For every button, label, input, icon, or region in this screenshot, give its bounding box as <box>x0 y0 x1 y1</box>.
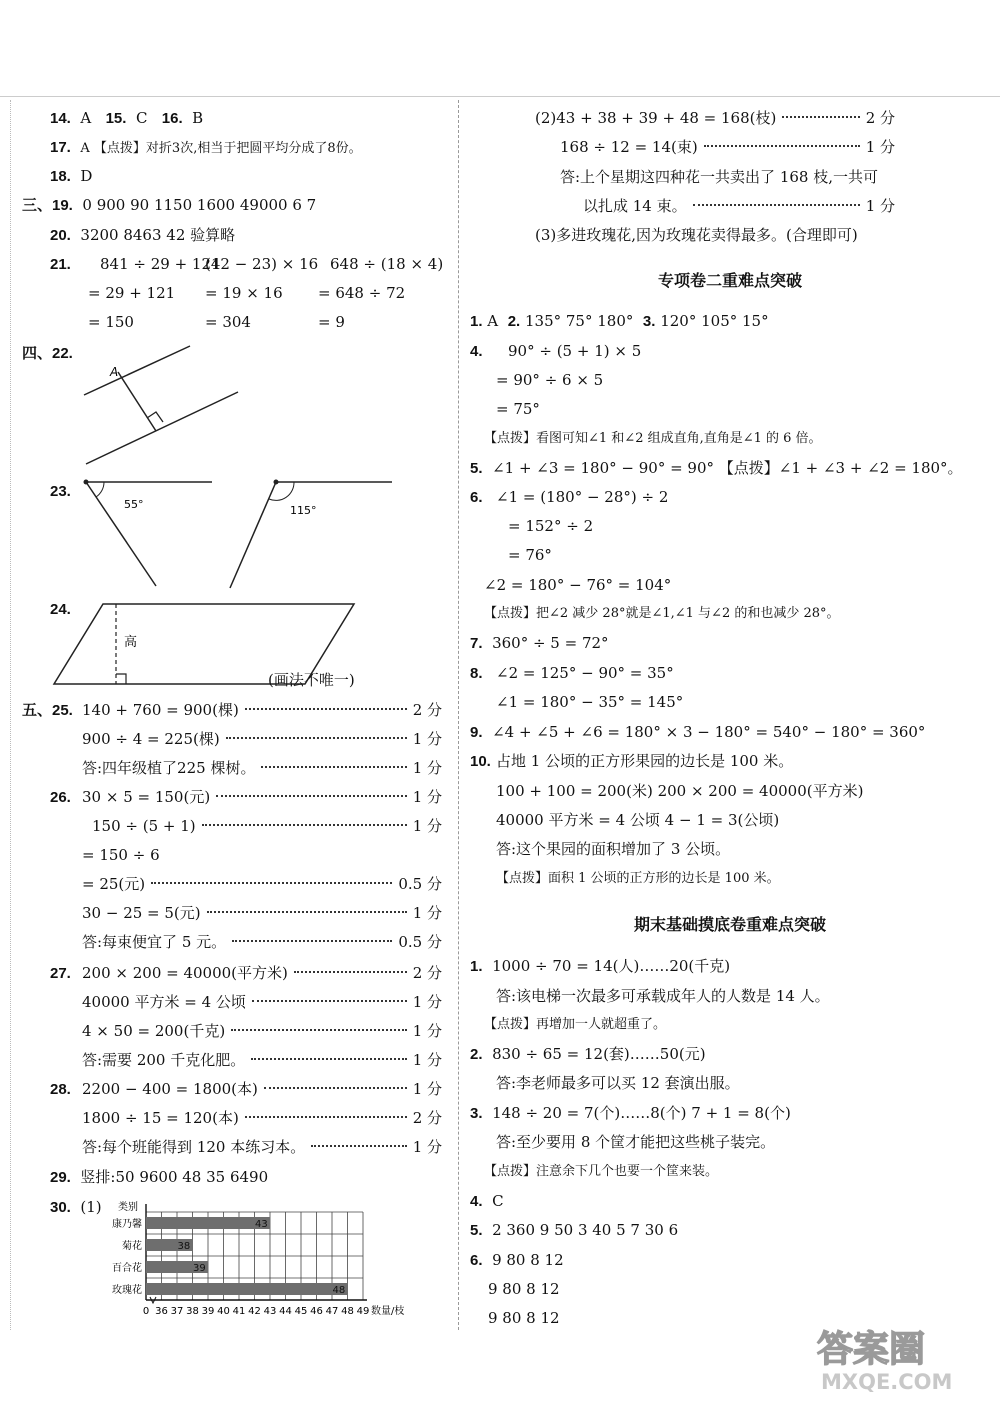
s2-q6-l1: ∠1 = (180° − 28°) ÷ 2 <box>496 488 669 506</box>
q25-number: 五、25. <box>22 702 73 719</box>
column-divider <box>458 100 459 1330</box>
svg-text:MXQE.COM: MXQE.COM <box>821 1370 953 1394</box>
s2-q6-tip: 【点拨】把∠2 减少 28°就是∠1,∠1 与∠2 的和也减少 28°。 <box>484 606 840 621</box>
x-tick-label: 46 <box>310 1306 323 1317</box>
q24-note: (画法不唯一) <box>268 671 355 689</box>
q21-c3-l3: = 9 <box>318 313 345 331</box>
score-row: 900 ÷ 4 = 225(棵) 1 分 <box>82 730 442 748</box>
s2-q7: 7. 360° ÷ 5 = 72° <box>470 634 609 652</box>
s2-q6-l3: = 76° <box>508 546 552 564</box>
s2-q6-l4: ∠2 = 180° − 76° = 104° <box>484 576 672 594</box>
s3-q3: 3. 148 ÷ 20 = 7(个)……8(个) 7 + 1 = 8(个) <box>470 1104 791 1122</box>
s3-q3-answer: 答:至少要用 8 个筐才能把这些桃子装完。 <box>496 1133 776 1151</box>
s2-q10-l2: 100 + 100 = 200(米) 200 × 200 = 40000(平方米) <box>496 782 864 800</box>
s3-q3-tip: 【点拨】注意余下几个也要一个筐来装。 <box>484 1164 719 1179</box>
s2-q9: 9. ∠4 + ∠5 + ∠6 = 180° × 3 − 180° = 540° − 180° = 360° <box>470 723 926 741</box>
q21-c2-l1: (42 − 23) × 16 <box>205 255 319 273</box>
score-row: 答:需要 200 千克化肥。 1 分 <box>82 1051 442 1069</box>
x-tick-label: 48 <box>341 1306 354 1317</box>
q17: 17. A 【点拨】对折3次,相当于把圆平均分成了8份。 <box>50 139 362 156</box>
x-tick-label: 45 <box>294 1306 308 1317</box>
s3-q1-answer: 答:该电梯一次最多可承载成年人的人数是 14 人。 <box>496 987 830 1005</box>
s2-q4-number: 4. <box>470 343 483 360</box>
s2-q4-l3: = 75° <box>496 400 540 418</box>
score-row: (2)43 + 38 + 39 + 48 = 168(枝) 2 分 <box>535 109 895 127</box>
q30-3: (3)多进玫瑰花,因为玫瑰花卖得最多。(合理即可) <box>535 226 858 244</box>
q21-c2-l2: = 19 × 16 <box>205 284 283 302</box>
s2-q10-l3: 40000 平方米 = 4 公顷 4 − 1 = 3(公顷) <box>496 811 780 829</box>
svg-text:答案圈: 答案圈 <box>817 1329 926 1370</box>
score-row: = 25(元) 0.5 分 <box>82 875 442 893</box>
site-watermark-logo <box>805 1317 985 1397</box>
x-tick-label: 38 <box>186 1306 199 1317</box>
q22-number: 四、22. <box>22 345 73 362</box>
s3-q6-l2: 9 80 8 12 <box>488 1280 560 1298</box>
bar-value-label: 48 <box>332 1285 346 1296</box>
category-label: 菊花 <box>122 1241 142 1252</box>
s2-q10-number: 10. <box>470 753 491 770</box>
x-tick-label: 37 <box>170 1306 184 1317</box>
bar <box>146 1217 270 1229</box>
bar-value-label: 38 <box>177 1241 191 1252</box>
s2-q4-l1: 90° ÷ (5 + 1) × 5 <box>508 342 642 360</box>
x-tick-label: 47 <box>325 1306 339 1317</box>
x-tick-label: 41 <box>232 1306 246 1317</box>
s2-q1-3: 1. A 2. 135° 75° 180° 3. 120° 105° 15° <box>470 312 769 330</box>
s3-q2-answer: 答:李老师最多可以买 12 套演出服。 <box>496 1074 740 1092</box>
q29: 29. 竖排:50 9600 48 35 6490 <box>50 1168 269 1186</box>
q30: 30. (1) <box>50 1198 102 1216</box>
q26-number: 26. <box>50 789 71 806</box>
q23-number: 23. <box>50 483 71 500</box>
q28-number: 28. <box>50 1081 71 1098</box>
q30-2-answer: 答:上个星期这四种花一共卖出了 168 枝,一共可 <box>560 168 878 186</box>
x-tick-label: 49 <box>356 1306 370 1317</box>
q14-16: 14. A 15. C 16. B <box>50 109 204 127</box>
q21-c1-l3: = 150 <box>88 313 134 331</box>
q21-number: 21. <box>50 256 71 273</box>
q22-parallel-lines-figure <box>70 340 260 470</box>
s2-q6-l2: = 152° ÷ 2 <box>508 517 594 535</box>
category-label: 百合花 <box>112 1263 142 1274</box>
s2-q8-l1: ∠2 = 125° − 90° = 35° <box>496 664 674 682</box>
s3-q4: 4. C <box>470 1192 504 1210</box>
s2-q10-tip: 【点拨】面积 1 公顷的正方形的边长是 100 米。 <box>496 871 780 886</box>
s3-q6-l3: 9 80 8 12 <box>488 1309 560 1327</box>
score-row: 答:每束便宜了 5 元。 0.5 分 <box>82 933 442 951</box>
x-tick-label: 40 <box>217 1306 230 1317</box>
x-tick-label: 36 <box>155 1306 168 1317</box>
q27-number: 27. <box>50 965 71 982</box>
score-row: 2200 − 400 = 1800(本) 1 分 <box>82 1080 442 1098</box>
x-tick-label: 44 <box>279 1306 292 1317</box>
s3-q1-tip: 【点拨】再增加一人就超重了。 <box>484 1017 667 1032</box>
s2-q8-number: 8. <box>470 665 483 682</box>
section-title-special-2: 专项卷二重难点突破 <box>657 271 802 290</box>
score-row: 30 × 5 = 150(元) 1 分 <box>82 788 442 806</box>
category-label: 康乃馨 <box>112 1219 142 1230</box>
s2-q10-l4: 答:这个果园的面积增加了 3 公顷。 <box>496 840 731 858</box>
score-row: 40000 平方米 = 4 公顷 1 分 <box>82 993 442 1011</box>
y-axis-label: 类别 <box>118 1202 138 1213</box>
angle-55-label: 55° <box>124 498 144 511</box>
x-axis-label: 数量/枝 <box>371 1306 405 1317</box>
score-row: 200 × 200 = 40000(平方米) 2 分 <box>82 964 442 982</box>
score-row: 168 ÷ 12 = 14(束) 1 分 <box>560 138 895 156</box>
score-row: 150 ÷ (5 + 1) 1 分 <box>92 817 442 835</box>
q21-c3-l1: 648 ÷ (18 × 4) <box>330 255 444 273</box>
s3-q5: 5. 2 360 9 50 3 40 5 7 30 6 <box>470 1221 679 1239</box>
q19: 三、19. 0 900 90 1150 1600 49000 6 7 <box>22 196 317 214</box>
q21-c1-l1: 841 ÷ 29 + 121 <box>100 255 221 273</box>
q21-c2-l3: = 304 <box>205 313 251 331</box>
q20: 20. 3200 8463 42 验算略 <box>50 226 236 244</box>
bar-value-label: 43 <box>255 1219 268 1230</box>
s2-q4-l2: = 90° ÷ 6 × 5 <box>496 371 604 389</box>
q21-c1-l2: = 29 + 121 <box>88 284 176 302</box>
angle-115-label: 115° <box>290 504 317 517</box>
q18: 18. D <box>50 167 93 185</box>
top-border <box>0 96 1000 97</box>
category-label: 玫瑰花 <box>112 1285 142 1296</box>
score-row: 140 + 760 = 900(棵) 2 分 <box>82 701 442 719</box>
s2-q5: 5. ∠1 + ∠3 = 180° − 90° = 90° 【点拨】∠1 + ∠3 + ∠2 = 180°。 <box>470 459 963 477</box>
s3-q6: 6. 9 80 8 12 <box>470 1251 564 1269</box>
s2-q6-number: 6. <box>470 489 483 506</box>
score-row: 30 − 25 = 5(元) 1 分 <box>82 904 442 922</box>
score-row: 1800 ÷ 15 = 120(本) 2 分 <box>82 1109 442 1127</box>
s2-q10-l1: 占地 1 公顷的正方形果园的边长是 100 米。 <box>496 752 794 770</box>
x-tick-label: 0 <box>142 1306 150 1317</box>
s2-q8-l2: ∠1 = 180° − 35° = 145° <box>496 693 684 711</box>
s3-q1: 1. 1000 ÷ 70 = 14(人)……20(千克) <box>470 957 731 975</box>
point-a-label: A <box>110 365 119 379</box>
s2-q4-tip: 【点拨】看图可知∠1 和∠2 组成直角,直角是∠1 的 6 倍。 <box>484 431 822 446</box>
q26-line3: = 150 ÷ 6 <box>82 846 160 864</box>
score-row: 答:每个班能得到 120 本练习本。 1 分 <box>82 1138 442 1156</box>
flower-sales-bar-chart <box>70 1200 450 1330</box>
bar <box>146 1283 348 1295</box>
bar-value-label: 39 <box>193 1263 206 1274</box>
height-label: 高 <box>124 635 138 650</box>
left-margin-line <box>10 100 11 1330</box>
x-tick-label: 42 <box>248 1306 261 1317</box>
q23-angle-figures <box>80 474 400 594</box>
x-tick-label: 39 <box>201 1306 215 1317</box>
q21-c3-l2: = 648 ÷ 72 <box>318 284 406 302</box>
section-title-final-exam: 期末基础摸底卷重难点突破 <box>633 915 826 934</box>
q24-number: 24. <box>50 601 71 618</box>
x-tick-label: 43 <box>263 1306 277 1317</box>
score-row: 答:四年级植了225 棵树。 1 分 <box>82 759 442 777</box>
score-row: 4 × 50 = 200(千克) 1 分 <box>82 1022 442 1040</box>
s3-q2: 2. 830 ÷ 65 = 12(套)……50(元) <box>470 1045 706 1063</box>
score-row: 以扎成 14 束。 1 分 <box>583 197 895 215</box>
